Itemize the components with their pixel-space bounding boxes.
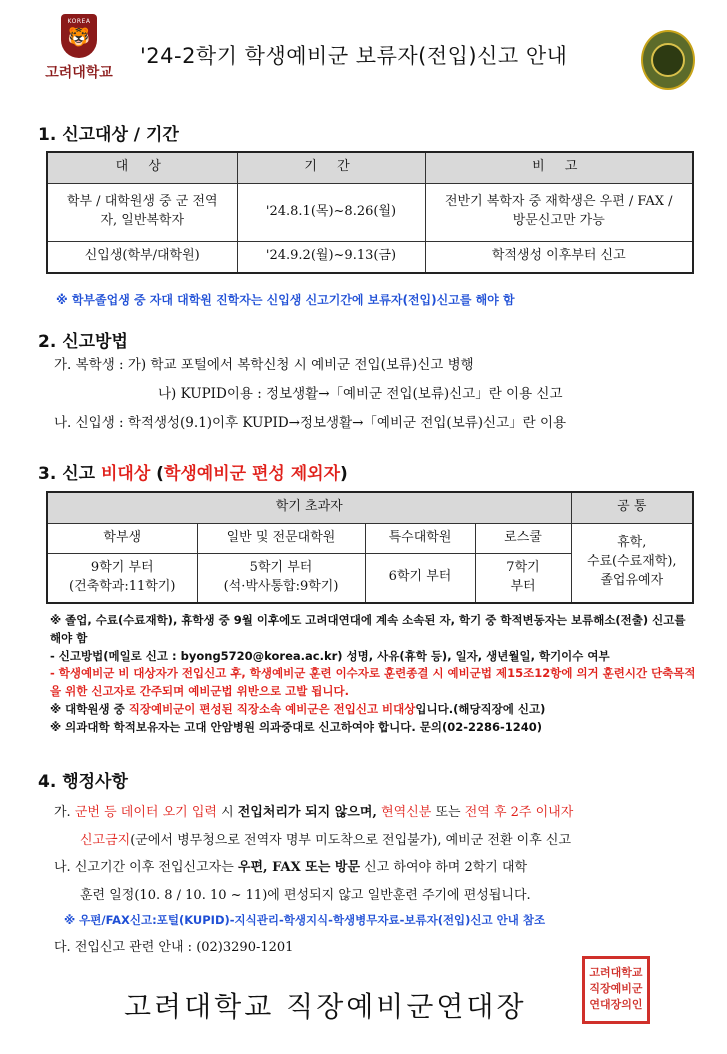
table-header-target: 대 상: [47, 152, 237, 183]
page-title: '24-2학기 학생예비군 보류자(전입)신고 안내: [140, 44, 568, 68]
target-period-table: [46, 151, 694, 274]
university-logo: [38, 14, 120, 82]
reserve-forces-emblem-icon: [641, 30, 695, 90]
section3-notes: ※ 졸업, 수료(수료재학), 휴학생 중 9월 이후에도 고려대연대에 계속 소속된 자, 학기 중 학적변동자는 보류해소(전출) 신고를 해야 함 - 신고방법(메일로 신고 : byong5720@korea.ac.kr) 성명, 사유(휴학 등), 일자, 생년월일, 학기이수 여부 - 학생예비군 비 대상자가 전입신고 후, 학생예비군 훈련 이수자로 훈련종결 시 예비군법 제15조12항에 의거 훈련시간 단축목적을 위한 신고자로 간주되며 예비군법 위반으로 고발 됩니다. ※ 대학원생 중 직장예비군이 편성된 직장소속 예비군은 전입신고 비대상입니다.(해당직장에 신고) ※ 의과대학 학적보유자는 고대 안암병원 의과중대로 신고하여야 합니다. 문의(02-2286-1240): [50, 613, 696, 734]
section1-heading: 1. 신고대상 / 기간: [38, 125, 179, 145]
method-kupid: 나) KUPID이용 : 정보생활→「예비군 전입(보류)신고」란 이용 신고: [158, 386, 563, 402]
table-cell: 학적생성 이후부터 신고: [425, 241, 693, 273]
table-cell: 6학기 부터: [365, 553, 475, 603]
admin-item-a-line1: 가. 군번 등 데이터 오기 입력 시 전입처리가 되지 않으며, 현역신분 또는 전역 후 2주 이내자: [54, 805, 574, 820]
section1-note: ※ 학부졸업생 중 자대 대학원 진학자는 신입생 신고기간에 보류자(전입)신고를 해야 함: [56, 293, 515, 307]
table-cell: 학부 / 대학원생 중 군 전역자, 일반복학자: [47, 183, 237, 241]
table-header-exceeded: 학기 초과자: [47, 492, 571, 523]
table-header-common: 공 통: [571, 492, 693, 523]
section2-heading: 2. 신고방법: [38, 332, 128, 352]
table-cell: 신입생(학부/대학원): [47, 241, 237, 273]
section3-heading: 3. 신고 비대상 (학생예비군 편성 제외자): [38, 464, 348, 484]
table-cell: '24.9.2(월)~9.13(금): [237, 241, 425, 273]
admin-item-c: 다. 전입신고 관련 안내 : (02)3290-1201: [54, 940, 294, 955]
tiger-shield-icon: KOREA 🐯: [61, 14, 97, 58]
common-cell: 휴학, 수료(수료재학), 졸업유예자: [571, 523, 693, 603]
logo-university-name: 고려대학교: [45, 65, 113, 81]
table-cell: 일반 및 전문대학원: [197, 523, 365, 553]
method-returning-students: 가. 복학생 : 가) 학교 포털에서 복학신청 시 예비군 전입(보류)신고 병행: [54, 357, 474, 373]
section4-heading: 4. 행정사항: [38, 772, 128, 792]
table-cell: 전반기 복학자 중 재학생은 우편 / FAX / 방문신고만 가능: [425, 183, 693, 241]
table-cell: 9학기 부터 (건축학과:11학기): [47, 553, 197, 603]
table-cell: 5학기 부터 (석·박사통합:9학기): [197, 553, 365, 603]
table-header-remarks: 비 고: [425, 152, 693, 183]
logo-top-text: KOREA: [67, 18, 91, 25]
table-cell: 특수대학원: [365, 523, 475, 553]
table-cell: 학부생: [47, 523, 197, 553]
table-cell: '24.8.1(목)~8.26(월): [237, 183, 425, 241]
admin-item-b-line1: 나. 신고기간 이후 전입신고자는 우편, FAX 또는 방문 신고 하여야 하며 2학기 대학: [54, 860, 528, 875]
section4-note: ※ 우편/FAX신고:포털(KUPID)-지식관리-학생지식-학생병무자료-보류자(전입)신고 안내 참조: [64, 913, 546, 927]
admin-item-b-line2: 훈련 일정(10. 8 / 10. 10 ~ 11)에 편성되지 않고 일반훈련 주기에 편성됩니다.: [80, 888, 531, 903]
table-header-period: 기 간: [237, 152, 425, 183]
signature: 고려대학교 직장예비군연대장: [124, 990, 527, 1023]
method-freshmen: 나. 신입생 : 학적생성(9.1)이후 KUPID→정보생활→「예비군 전입(보류)신고」란 이용: [54, 415, 567, 431]
excluded-table: [46, 491, 694, 604]
official-seal: 고려대학교 직장예비군 연대장의인: [582, 956, 650, 1024]
table-cell: 로스쿨: [475, 523, 571, 553]
admin-item-a-line2: 신고금지(군에서 병무청으로 전역자 명부 미도착으로 전입불가), 예비군 전환 이후 신고: [80, 833, 571, 848]
table-cell: 7학기 부터: [475, 553, 571, 603]
